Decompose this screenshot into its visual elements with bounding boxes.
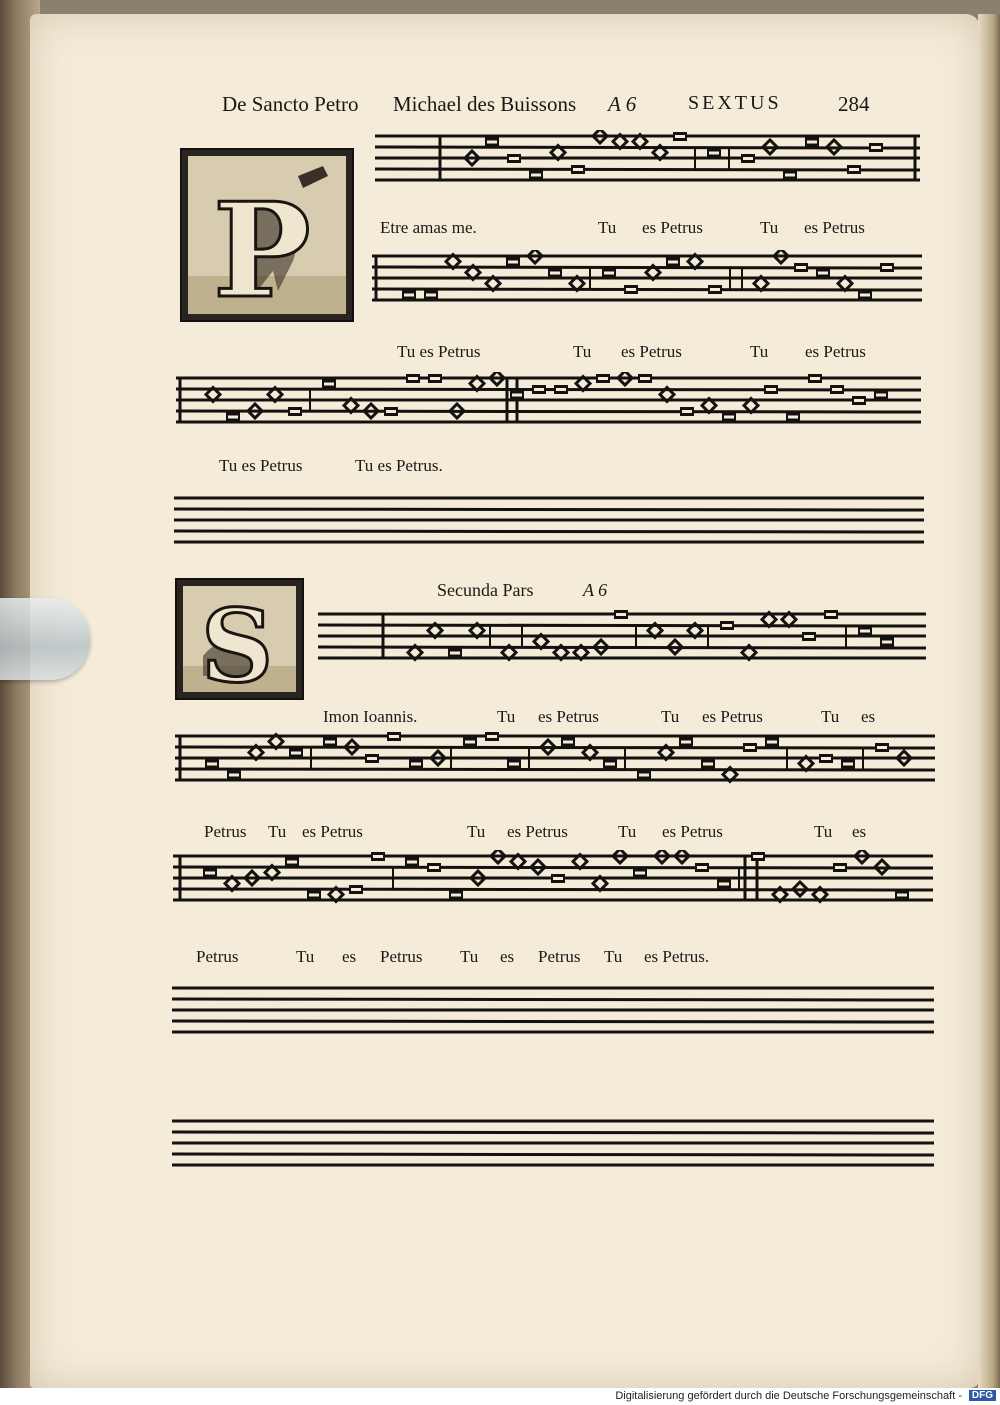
- header-voices: A 6: [608, 92, 637, 116]
- music-staff: [176, 372, 921, 468]
- lyric-syllable: Tu: [814, 822, 833, 841]
- page-edge: [978, 14, 1000, 1388]
- lyric-syllable: Petrus: [538, 947, 581, 966]
- page-clip: [0, 598, 90, 680]
- lyric-syllable: Tu: [497, 707, 516, 726]
- lyric-syllable: es Petrus.: [644, 947, 710, 966]
- lyric-syllable: Tu: [821, 707, 840, 726]
- woodcut-illustration: [183, 586, 296, 692]
- music-staff: [174, 492, 924, 588]
- lyric-syllable: es: [342, 947, 357, 966]
- music-staff: [375, 130, 920, 226]
- page-number: 284: [838, 92, 870, 116]
- section-voices: A 6: [583, 580, 608, 600]
- header-title: De Sancto Petro: [222, 92, 359, 116]
- lyric-syllable: es Petrus: [805, 342, 866, 361]
- staff-line: [172, 1021, 934, 1022]
- section-label: Secunda Pars: [437, 580, 534, 600]
- lyric-syllable: Tu: [460, 947, 479, 966]
- music-staff: [372, 250, 922, 346]
- lyric-syllable: Etre amas me.: [380, 218, 477, 237]
- lyric-syllable: Tu: [598, 218, 617, 237]
- music-staff: [173, 850, 933, 946]
- staff-line: [172, 1132, 934, 1133]
- music-staff: [172, 1115, 934, 1211]
- lyric-syllable: Tu: [760, 218, 779, 237]
- lyric-syllable: es Petrus: [507, 822, 568, 841]
- lyric-syllable: es Petrus: [662, 822, 723, 841]
- staff-line: [318, 647, 926, 648]
- lyric-syllable: Tu: [750, 342, 769, 361]
- dfg-logo: DFG: [969, 1390, 996, 1401]
- lyric-syllable: Tu: [467, 822, 486, 841]
- lyric-syllable: Tu: [573, 342, 592, 361]
- initial-letter-p: P: [213, 174, 311, 314]
- lyric-syllable: Tu: [604, 947, 623, 966]
- lyric-syllable: Petrus: [204, 822, 247, 841]
- lyric-syllable: Imon Ioannis.: [323, 707, 418, 726]
- lyric-syllable: Tu es Petrus.: [355, 456, 443, 475]
- staff-line: [175, 769, 935, 770]
- lyric-syllable: Tu es Petrus: [397, 342, 481, 361]
- staff-line: [318, 625, 926, 626]
- lyric-syllable: Petrus: [196, 947, 239, 966]
- lyric-syllable: es Petrus: [538, 707, 599, 726]
- staff-line: [174, 531, 924, 532]
- staff-line: [174, 509, 924, 510]
- lyric-syllable: es Petrus: [702, 707, 763, 726]
- header-composer: Michael des Buissons: [393, 92, 577, 116]
- staff-line: [176, 389, 921, 390]
- lyric-syllable: es Petrus: [642, 218, 703, 237]
- woodcut-illustration: [188, 156, 346, 314]
- staff-line: [375, 169, 920, 170]
- lyric-syllable: Tu: [661, 707, 680, 726]
- music-staff: [175, 730, 935, 826]
- decorated-initial-s: [175, 578, 304, 700]
- lyric-syllable: es Petrus: [302, 822, 363, 841]
- lyric-syllable: es Petrus: [621, 342, 682, 361]
- music-staff: [172, 982, 934, 1078]
- lyric-syllable: es: [861, 707, 876, 726]
- staff-line: [172, 1154, 934, 1155]
- footer-credit: Digitalisierung gefördert durch die Deutsche Forschungsgemeinschaft -: [615, 1390, 962, 1402]
- lyric-syllable: es: [500, 947, 515, 966]
- lyric-syllable: Tu: [296, 947, 315, 966]
- lyric-syllable: es: [852, 822, 867, 841]
- staff-line: [173, 867, 933, 868]
- digitization-footer: [0, 1388, 1000, 1405]
- lyric-syllable: Tu: [268, 822, 287, 841]
- staff-line: [172, 999, 934, 1000]
- staff-line: [372, 289, 922, 290]
- lyric-syllable: Petrus: [380, 947, 423, 966]
- initial-letter-s: S: [201, 587, 274, 692]
- lyric-syllable: es Petrus: [804, 218, 865, 237]
- lyric-syllable: Tu: [618, 822, 637, 841]
- decorated-initial-p: [180, 148, 354, 322]
- music-staff: [318, 608, 926, 704]
- header-part: SEXTUS: [688, 92, 782, 114]
- lyric-syllable: Tu es Petrus: [219, 456, 303, 475]
- staff-line: [176, 411, 921, 412]
